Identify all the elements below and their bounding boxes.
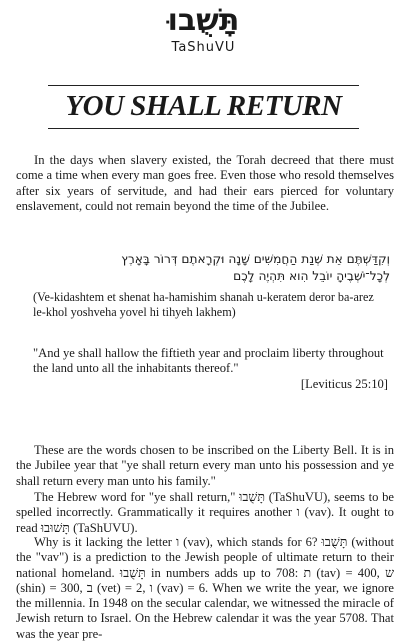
hebrew-verse-line-2: לְכָל־יֹשְׁבֶיהָ יוֹבֵל הִוא תִּהְיֶה לָכֶם: [233, 269, 390, 283]
paragraph-gematria: Why is it lacking the letter ו (vav), which stands for 6? תָּשֻׁבוּ (without the "vav") is a prediction to the Jewish people of ultimate return to their national homeland. תָּשֻׁבוּ in numbers adds up to 708: ת (tav) = 400, ש (shin) = 300, ב (vet) = 2, ו (vav) = 6. When we write the year, we ignore the millennia. In 1948 on the secular calendar, we witnessed the miracle of Jewish return to Israel. On the Hebrew calendar it was the year 5708. That was the year pre-: [16, 535, 395, 641]
title-rule-bottom: [48, 128, 359, 129]
paragraph-intro: In the days when slavery existed, the Torah decreed that there must come a time when every man goes free. Even those who resold themselves after six years of servitude, and had their ears pierced for voluntary enslavement, could not remain beyond the time of the Jubilee.: [16, 153, 394, 213]
hebrew-verse: [30, 251, 390, 285]
verse-citation: [Leviticus 25:10]: [300, 377, 388, 391]
hebrew-verse-line-1: וְקִדַּשְׁתֶּם אֵת שְׁנַת הַחֲמִשִּׁים שָׁנָה וּקְרָאתֶם דְּרוֹר בָּאָרֶץ: [121, 252, 390, 266]
hebrew-title: תָּשֻׁבוּ: [167, 3, 240, 38]
title-transliteration: TaShuVU: [171, 40, 236, 55]
title-rule-top: [48, 85, 359, 86]
chapter-title: YOU SHALL RETURN: [65, 90, 342, 122]
paragraph-liberty-bell: These are the words chosen to be inscribed on the Liberty Bell. It is in the Jubilee year that "ye shall return every man unto his possession and ye shall return every man unto his family.": [16, 443, 394, 488]
verse-english: "And ye shall hallow the fiftieth year and proclaim liberty throughout the land unto all the inhabitants thereof.": [33, 346, 384, 376]
paragraph-hebrew-word: The Hebrew word for "ye shall return," תָּשֻׁבוּ (TaShuVU), seems to be spelled incorrectly. Grammatically it requires another ו (vav). It ought to read תָּשׁוּבוּ (TaShUVU).: [16, 490, 395, 535]
verse-transliteration: (Ve-kidashtem et shenat ha-hamishim shanah u-keratem deror ba-arez le-khol yoshveha yovel hi tihyeh lakhem): [33, 290, 374, 319]
